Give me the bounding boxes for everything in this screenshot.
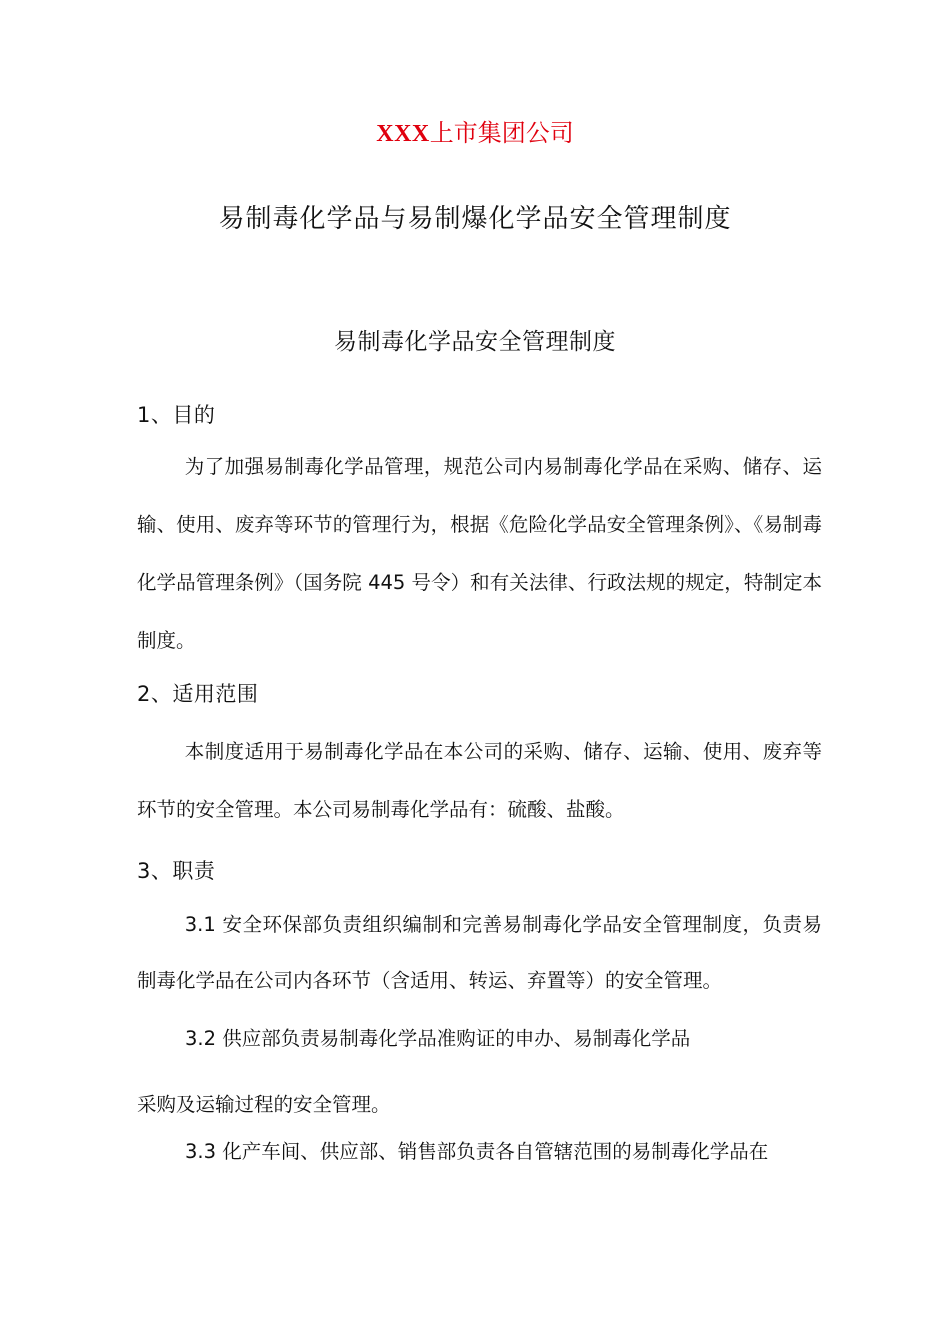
company-name bbox=[0, 117, 950, 150]
item-3-2-line-2: 采购及运输过程的安全管理。 bbox=[137, 1093, 391, 1116]
company-name-suffix: 上市集团公司 bbox=[429, 119, 574, 147]
section-2-paragraph: 本制度适用于易制毒化学品在本公司的采购、储存、运输、使用、废弃等环节的安全管理。本公司易制毒化学品有：硫酸、盐酸。 bbox=[137, 740, 822, 821]
section-title: 易制毒化学品安全管理制度 bbox=[334, 329, 616, 355]
company-name-prefix: XXX bbox=[376, 121, 430, 147]
item-3-3-line-1: 3.3 化产车间、供应部、销售部负责各自管辖范围的易制毒化学品在 bbox=[185, 1140, 769, 1163]
section-1-paragraph: 为了加强易制毒化学品管理，规范公司内易制毒化学品在采购、储存、运输、使用、废弃等环节的管理行为，根据《危险化学品安全管理条例》、《易制毒化学品管理条例》（国务院 445 号令）和有关法律、行政法规的规定，特制定本制度。 bbox=[137, 455, 822, 652]
document-title: 易制毒化学品与易制爆化学品安全管理制度 bbox=[218, 204, 732, 234]
section-2-heading: 2、适用范围 bbox=[137, 682, 259, 706]
section-1-heading: 1、目的 bbox=[137, 403, 216, 427]
item-3-1: 3.1 安全环保部负责组织编制和完善易制毒化学品安全管理制度，负责易制毒化学品在公司内各环节（含适用、转运、弃置等）的安全管理。 bbox=[137, 913, 822, 992]
section-3-heading: 3、职责 bbox=[137, 859, 216, 883]
item-3-2-line-1: 3.2 供应部负责易制毒化学品准购证的申办、易制毒化学品 bbox=[185, 1027, 691, 1050]
